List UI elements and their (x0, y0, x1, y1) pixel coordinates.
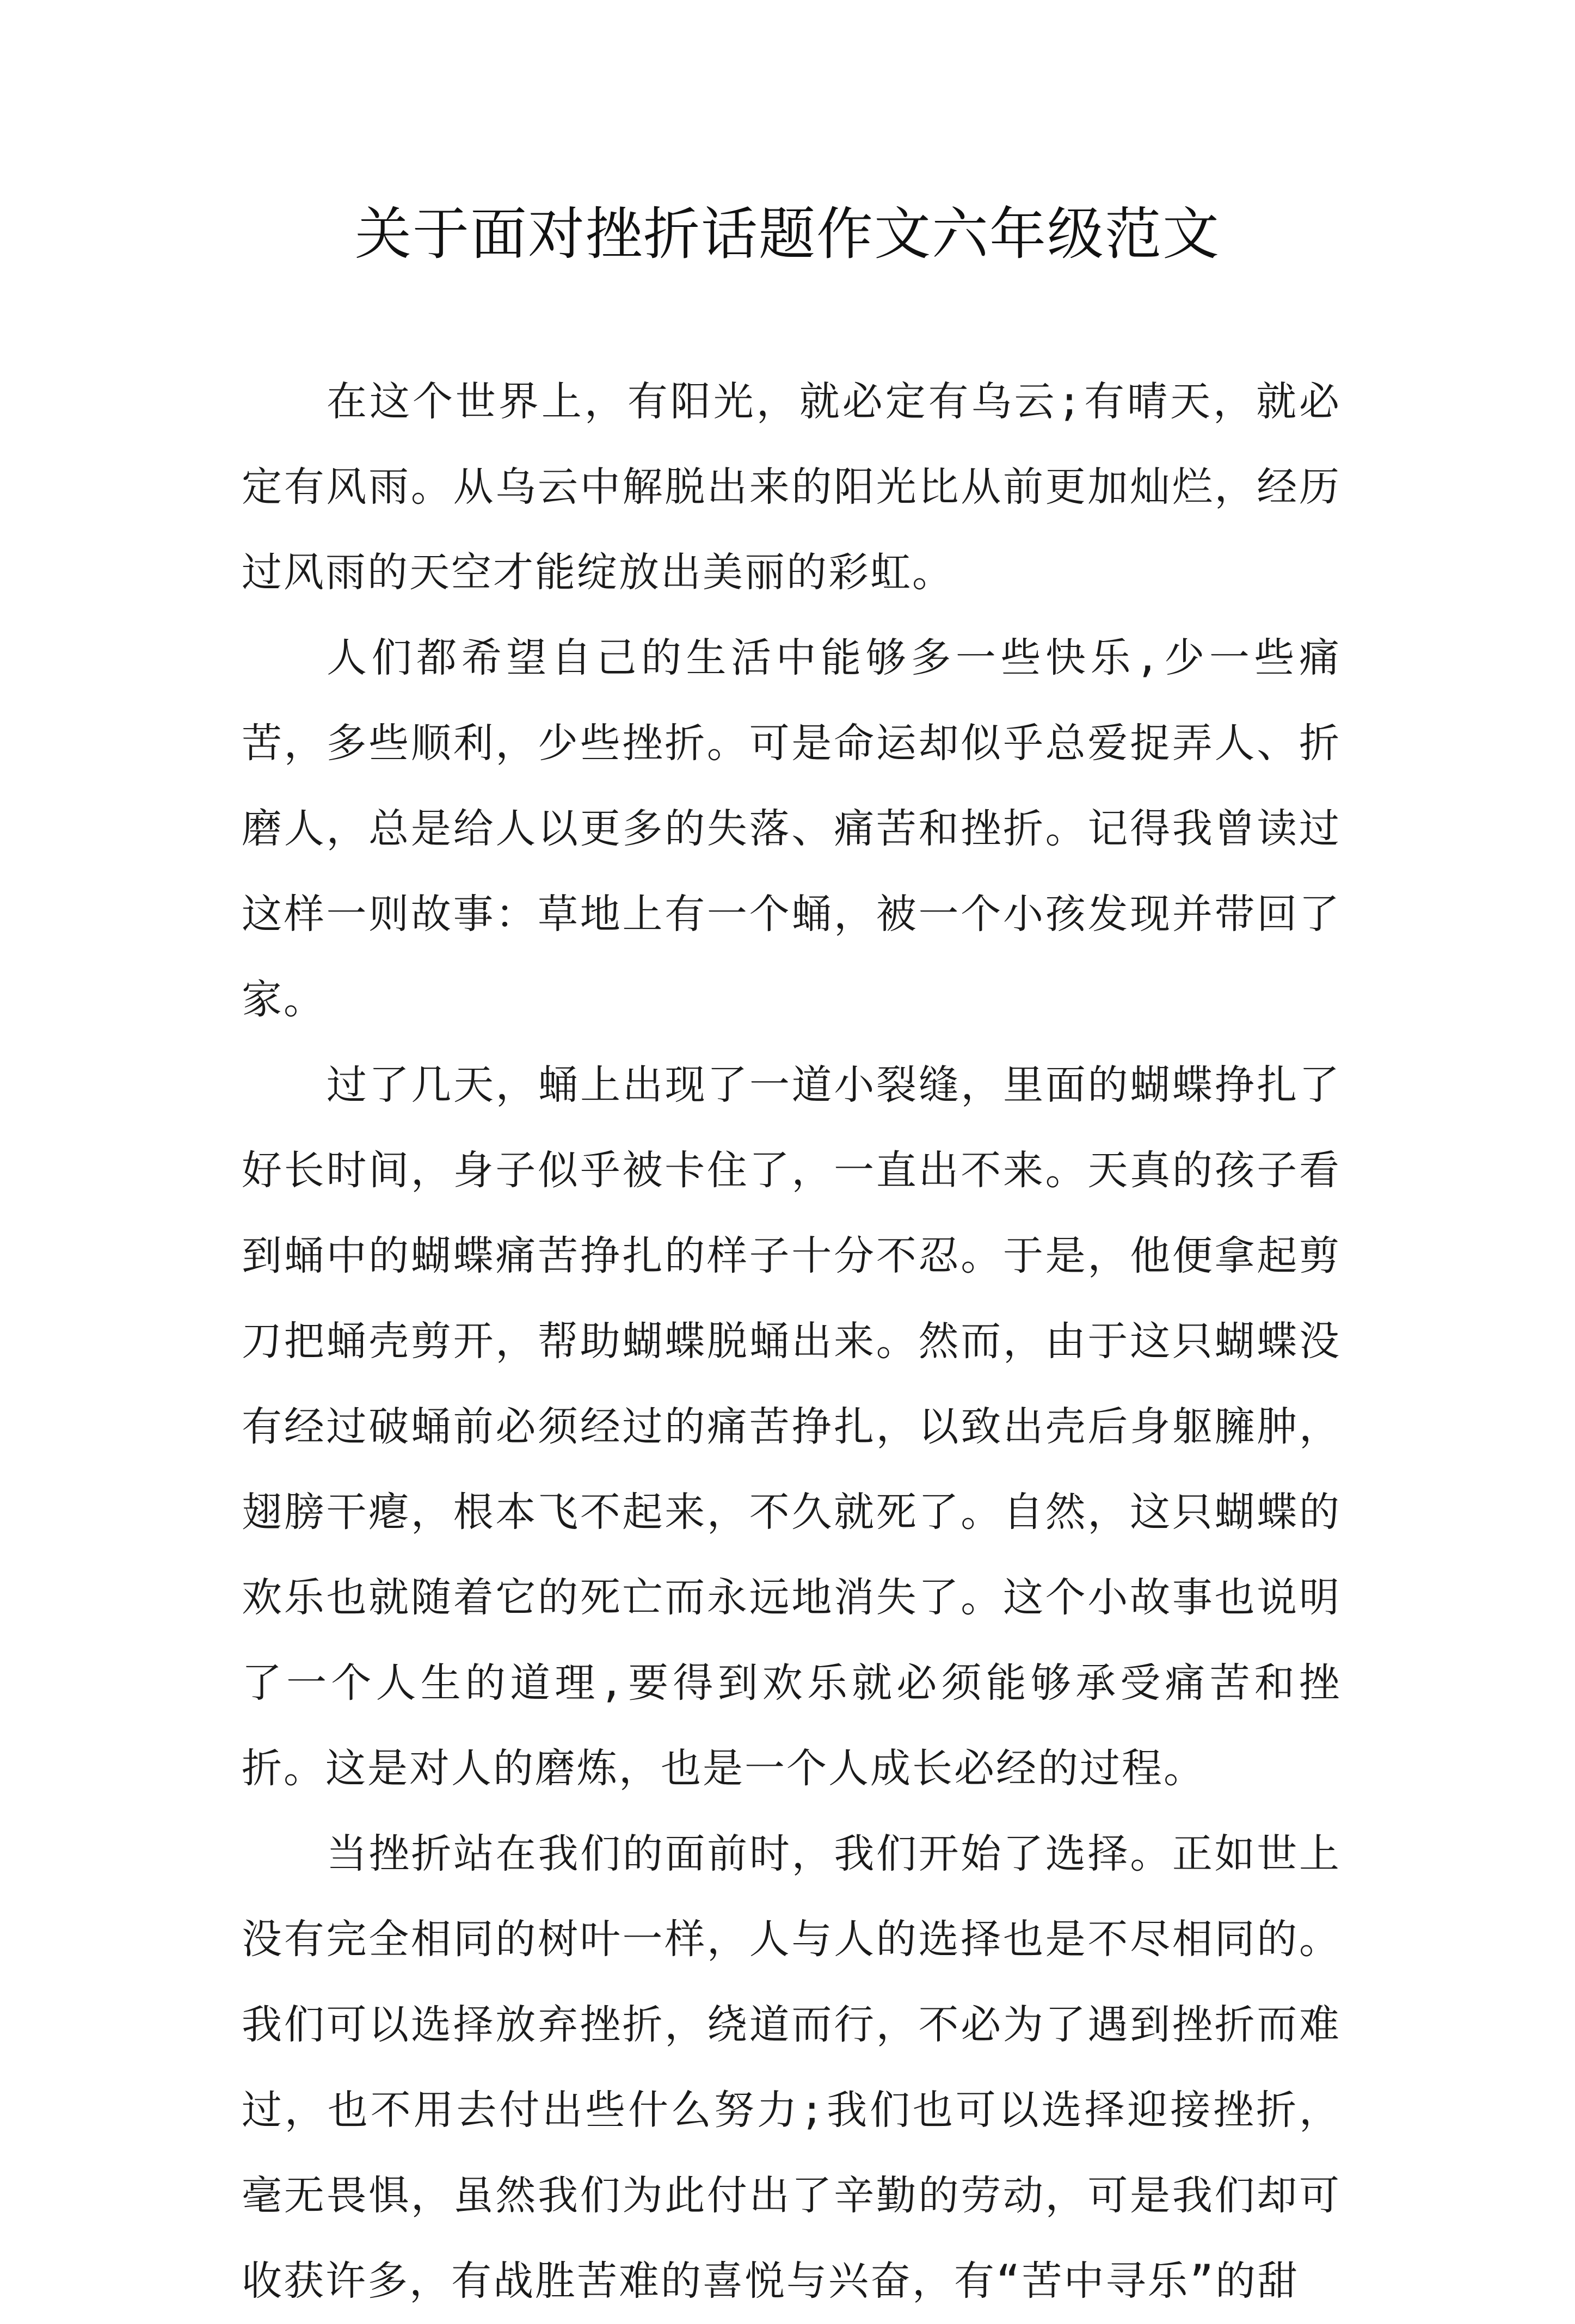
paragraph-4: 当挫折站在我们的面前时，我们开始了选择。正如世上没有完全相同的树叶一样，人与人的选择也是不尽相同的。我们可以选择放弃挫折，绕道而行，不必为了遇到挫折而难过，也不用去付出些什么努力;我们也可以选择迎接挫折，毫无畏惧，虽然我们为此付出了辛勤的劳动，可是我们却可收获许多，有战胜苦难的喜悦与兴奋，有“苦中寻乐”的甜 (242, 1830, 1341, 2304)
paragraph-1: 在这个世界上，有阳光，就必定有乌云;有晴天，就必定有风雨。从乌云中解脱出来的阳光比从前更加灿烂，经历过风雨的天空才能绽放出美丽的彩虹。 (242, 378, 1341, 596)
paragraph-3: 过了几天，蛹上出现了一道小裂缝，里面的蝴蝶挣扎了好长时间，身子似乎被卡住了，一直出不来。天真的孩子看到蛹中的蝴蝶痛苦挣扎的样子十分不忍。于是，他便拿起剪刀把蛹壳剪开，帮助蝴蝶脱蛹出来。然而，由于这只蝴蝶没有经过破蛹前必须经过的痛苦挣扎，以致出壳后身躯臃肿，翅膀干瘪，根本飞不起来，不久就死了。自然，这只蝴蝶的欢乐也就随着它的死亡而永远地消失了。这个小故事也说明了一个人生的道理,要得到欢乐就必须能够承受痛苦和挫折。这是对人的磨炼，也是一个人成长必经的过程。 (242, 1062, 1341, 1792)
document-body (242, 359, 1341, 2324)
document-title: 关于面对挫折话题作文六年级范文 (354, 201, 1220, 267)
paragraph-2: 人们都希望自己的生活中能够多一些快乐,少一些痛苦，多些顺利，少些挫折。可是命运却似乎总爱捉弄人、折磨人，总是给人以更多的失落、痛苦和挫折。记得我曾读过这样一则故事：草地上有一个蛹，被一个小孩发现并带回了家。 (242, 634, 1341, 1023)
